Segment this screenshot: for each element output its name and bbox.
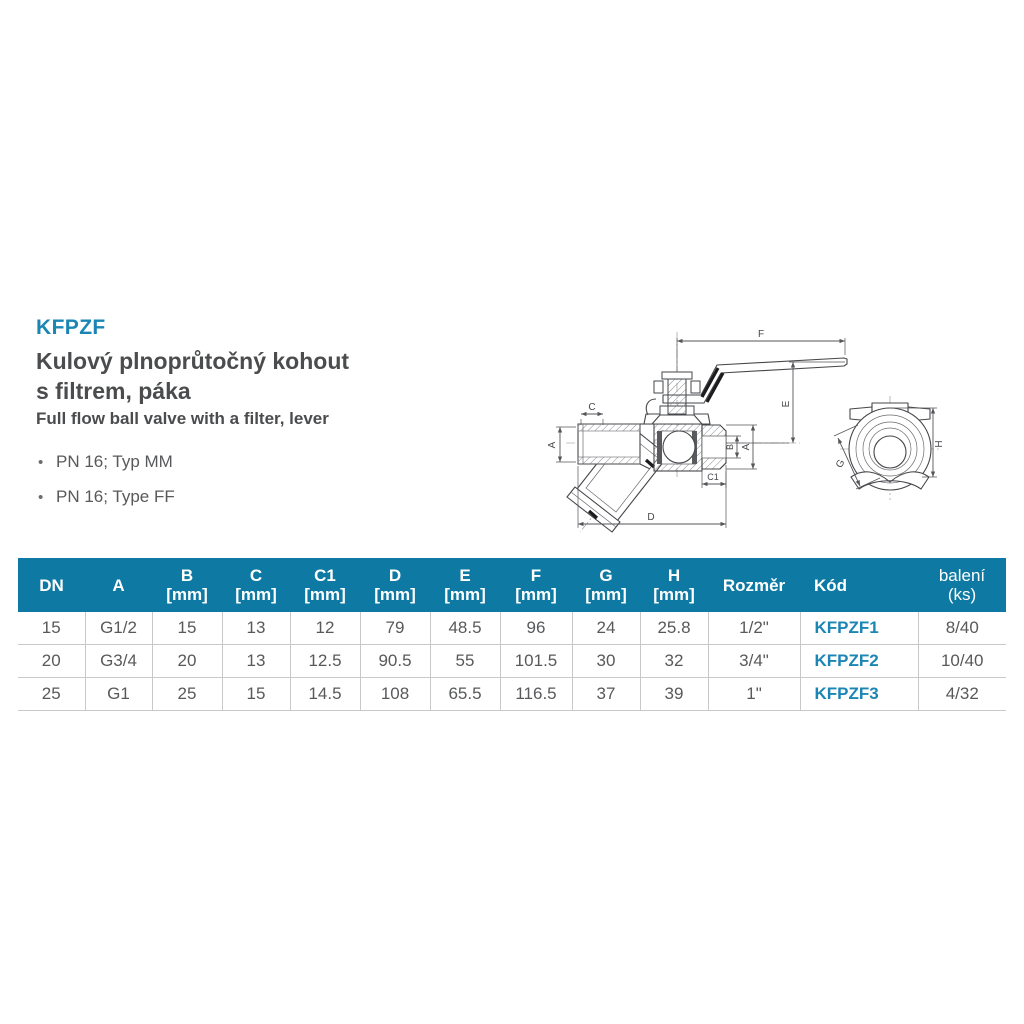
cell-rozmer: 3/4" (708, 645, 800, 678)
table-row (18, 645, 1006, 678)
cell-kod: KFPZF3 (800, 678, 918, 711)
bullet-icon: • (38, 489, 44, 506)
cell-kod: KFPZF2 (800, 645, 918, 678)
col-header-f: F [mm] (500, 558, 572, 612)
product-header (36, 316, 349, 429)
cell-e: 65.5 (430, 678, 500, 711)
feature-item (38, 452, 175, 473)
dim-label-h: H (934, 440, 945, 448)
cell-c1: 12.5 (290, 645, 360, 678)
cell-c1: 12 (290, 612, 360, 645)
cell-b: 20 (152, 645, 222, 678)
cell-g: 37 (572, 678, 640, 711)
cell-b: 15 (152, 612, 222, 645)
bullet-icon: • (38, 454, 44, 471)
dimensions-table (18, 558, 1006, 711)
dim-label-e: E (781, 400, 792, 408)
col-header-g: G [mm] (572, 558, 640, 612)
cell-dn: 15 (18, 612, 85, 645)
cell-c: 15 (222, 678, 290, 711)
cell-dn: 20 (18, 645, 85, 678)
col-header-d: D [mm] (360, 558, 430, 612)
dim-label-c: C (588, 402, 596, 413)
cell-c: 13 (222, 645, 290, 678)
cell-b: 25 (152, 678, 222, 711)
col-header-dn: DN (18, 558, 85, 612)
cell-c: 13 (222, 612, 290, 645)
side-view-body (849, 403, 931, 490)
valve-main-view (547, 329, 847, 532)
cell-f: 96 (500, 612, 572, 645)
table-row (18, 612, 1006, 645)
dim-label-g: G (834, 457, 848, 470)
cell-a: G1/2 (85, 612, 152, 645)
cell-d: 108 (360, 678, 430, 711)
cell-c1: 14.5 (290, 678, 360, 711)
cell-baleni: 8/40 (918, 612, 1006, 645)
col-header-kod: Kód (800, 558, 918, 612)
col-header-c1: C1 [mm] (290, 558, 360, 612)
dim-label-b: B (725, 443, 735, 451)
col-header-a: A (85, 558, 152, 612)
cell-g: 24 (572, 612, 640, 645)
cell-kod: KFPZF1 (800, 612, 918, 645)
product-title-cs-line2: s filtrem, páka (36, 378, 191, 404)
cell-a: G3/4 (85, 645, 152, 678)
col-header-e: E [mm] (430, 558, 500, 612)
cell-h: 32 (640, 645, 708, 678)
technical-drawing (545, 325, 1015, 553)
cell-baleni: 4/32 (918, 678, 1006, 711)
col-header-h: H [mm] (640, 558, 708, 612)
cell-h: 25.8 (640, 612, 708, 645)
cell-f: 101.5 (500, 645, 572, 678)
feature-item (38, 487, 175, 508)
product-title-en: Full flow ball valve with a filter, lever (36, 409, 329, 428)
product-title-cs-line1: Kulový plnoprůtočný kohout (36, 348, 350, 374)
dim-label-a-left: A (547, 441, 558, 449)
cell-e: 48.5 (430, 612, 500, 645)
cell-e: 55 (430, 645, 500, 678)
dim-label-f: F (757, 329, 765, 340)
feature-text: PN 16; Typ MM (56, 452, 173, 471)
dim-label-a-right: A (741, 443, 752, 451)
cell-rozmer: 1/2" (708, 612, 800, 645)
header-row (18, 558, 1006, 612)
table-header (18, 558, 1006, 612)
cell-d: 79 (360, 612, 430, 645)
col-header-c: C [mm] (222, 558, 290, 612)
feature-list (38, 452, 175, 522)
col-header-baleni: balení (ks) (918, 558, 1006, 612)
cell-f: 116.5 (500, 678, 572, 711)
cell-rozmer: 1" (708, 678, 800, 711)
cell-g: 30 (572, 645, 640, 678)
product-title-cs (36, 346, 349, 406)
dim-label-c1: C1 (707, 472, 719, 482)
product-code: KFPZF (36, 316, 106, 339)
cell-d: 90.5 (360, 645, 430, 678)
col-header-b: B [mm] (152, 558, 222, 612)
col-header-rozmer: Rozměr (708, 558, 800, 612)
valve-side-view (834, 396, 945, 500)
table-body (18, 612, 1006, 711)
cell-h: 39 (640, 678, 708, 711)
feature-text: PN 16; Type FF (56, 487, 175, 506)
cell-dn: 25 (18, 678, 85, 711)
table-row (18, 678, 1006, 711)
outlet-port (702, 425, 726, 469)
cell-baleni: 10/40 (918, 645, 1006, 678)
dim-label-d: D (647, 512, 655, 523)
cell-a: G1 (85, 678, 152, 711)
